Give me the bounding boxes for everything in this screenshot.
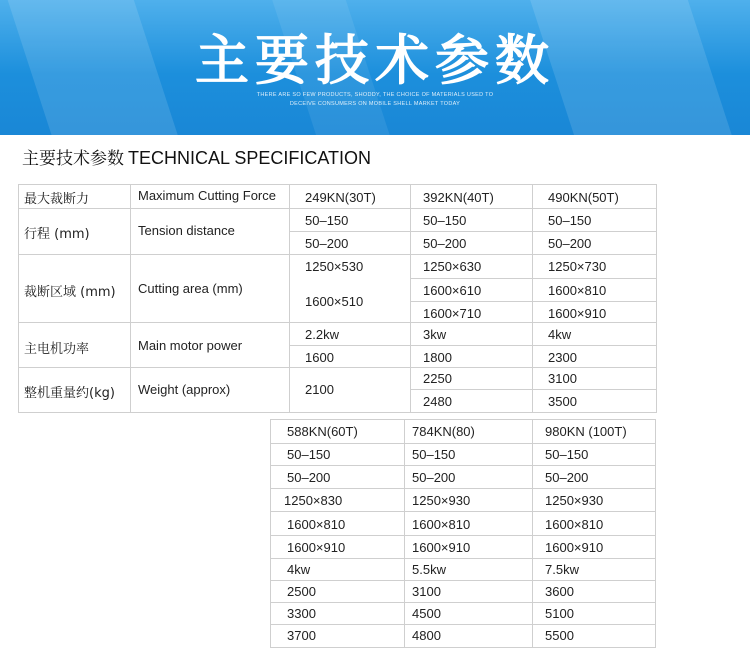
table-cell: 392KN(40T) bbox=[423, 190, 494, 205]
table-cell: 3700 bbox=[287, 628, 316, 643]
table-cell: 1250×630 bbox=[423, 259, 482, 274]
table-cell: 249KN(30T) bbox=[305, 190, 376, 205]
table-cell: 3300 bbox=[287, 606, 316, 621]
table-cell: 1600×610 bbox=[423, 283, 482, 298]
section-title-cn: 主要技术参数 bbox=[22, 149, 124, 169]
table-cell: 1250×530 bbox=[305, 259, 364, 274]
table-cell: 50–150 bbox=[287, 447, 331, 462]
table-cell: 1600×510 bbox=[305, 294, 364, 309]
banner-title: 主要技术参数 bbox=[195, 29, 555, 92]
row-label-en-cutting-area: Cutting area (mm) bbox=[138, 281, 243, 296]
row-label-cn-motor-power: 主电机功率 bbox=[24, 342, 90, 357]
table-cell: 1600×910 bbox=[287, 540, 346, 555]
table-cell: 1250×830 bbox=[284, 493, 343, 508]
table-header: 588KN(60T) bbox=[287, 424, 358, 439]
table-cell: 1250×930 bbox=[412, 493, 471, 508]
table-cell: 1600×810 bbox=[548, 283, 607, 298]
table-cell: 50–200 bbox=[423, 236, 467, 251]
table-cell: 50–200 bbox=[545, 470, 589, 485]
section-title-en: TECHNICAL SPECIFICATION bbox=[128, 148, 372, 168]
row-label-cn-cutting-area: 裁断区域 (mm) bbox=[24, 285, 116, 300]
table-cell: 2500 bbox=[287, 584, 316, 599]
table-header: 784KN(80) bbox=[412, 424, 475, 439]
table-cell: 50–150 bbox=[548, 213, 592, 228]
table-cell: 2300 bbox=[548, 350, 577, 365]
table-cell: 1600×810 bbox=[545, 517, 604, 532]
banner-subtitle-line1: THERE ARE SO FEW PRODUCTS, SHODDY, THE CHOICE OF MATERIALS USED TO bbox=[256, 92, 494, 98]
table-cell: 3100 bbox=[412, 584, 441, 599]
table-cell: 1600×810 bbox=[287, 517, 346, 532]
table-cell: 5100 bbox=[545, 606, 574, 621]
table-cell: 4kw bbox=[548, 327, 572, 342]
table-cell: 1800 bbox=[423, 350, 452, 365]
table-cell: 7.5kw bbox=[545, 562, 579, 577]
table-cell: 4kw bbox=[287, 562, 311, 577]
table-cell: 1600 bbox=[305, 350, 334, 365]
table-cell: 490KN(50T) bbox=[548, 190, 619, 205]
table-cell: 1600×710 bbox=[423, 306, 482, 321]
table-cell: 50–150 bbox=[545, 447, 589, 462]
table-cell: 50–200 bbox=[548, 236, 592, 251]
table-cell: 5.5kw bbox=[412, 562, 446, 577]
table-cell: 5500 bbox=[545, 628, 574, 643]
table-cell: 3600 bbox=[545, 584, 574, 599]
table-cell: 2250 bbox=[423, 371, 452, 386]
table-cell: 50–150 bbox=[305, 213, 349, 228]
banner-subtitle-line2: DECEIVE CONSUMERS ON MOBILE SHELL MARKET TODAY bbox=[289, 101, 461, 107]
table-cell: 3500 bbox=[548, 394, 577, 409]
table-cell: 4500 bbox=[412, 606, 441, 621]
table-cell: 2100 bbox=[305, 382, 334, 397]
table-cell: 1600×910 bbox=[412, 540, 471, 555]
table-cell: 1600×810 bbox=[412, 517, 471, 532]
table-cell: 1250×930 bbox=[545, 493, 604, 508]
row-label-cn-stroke: 行程 (mm) bbox=[24, 227, 90, 242]
row-label-en-stroke: Tension distance bbox=[138, 223, 235, 238]
table-cell: 50–200 bbox=[305, 236, 349, 251]
table-cell: 3100 bbox=[548, 371, 577, 386]
row-label-en-cutting-force: Maximum Cutting Force bbox=[138, 188, 276, 203]
row-label-en-weight: Weight (approx) bbox=[138, 382, 231, 397]
table-cell: 2480 bbox=[423, 394, 452, 409]
table-cell: 3kw bbox=[423, 327, 447, 342]
table-cell: 50–150 bbox=[423, 213, 467, 228]
row-label-cn-cutting-force: 最大裁断力 bbox=[24, 192, 90, 207]
table-cell: 1600×910 bbox=[545, 540, 604, 555]
table-cell: 50–200 bbox=[412, 470, 456, 485]
section-title bbox=[22, 144, 371, 169]
row-label-cn-weight: 整机重量约(kg) bbox=[24, 386, 115, 401]
table-header: 980KN (100T) bbox=[545, 424, 627, 439]
table-cell: 1600×910 bbox=[548, 306, 607, 321]
header-banner bbox=[0, 0, 750, 135]
table-cell: 4800 bbox=[412, 628, 441, 643]
table-cell: 50–200 bbox=[287, 470, 331, 485]
table-cell: 50–150 bbox=[412, 447, 456, 462]
table-cell: 2.2kw bbox=[305, 327, 339, 342]
row-label-en-motor-power: Main motor power bbox=[138, 338, 243, 353]
table-cell: 1250×730 bbox=[548, 259, 607, 274]
